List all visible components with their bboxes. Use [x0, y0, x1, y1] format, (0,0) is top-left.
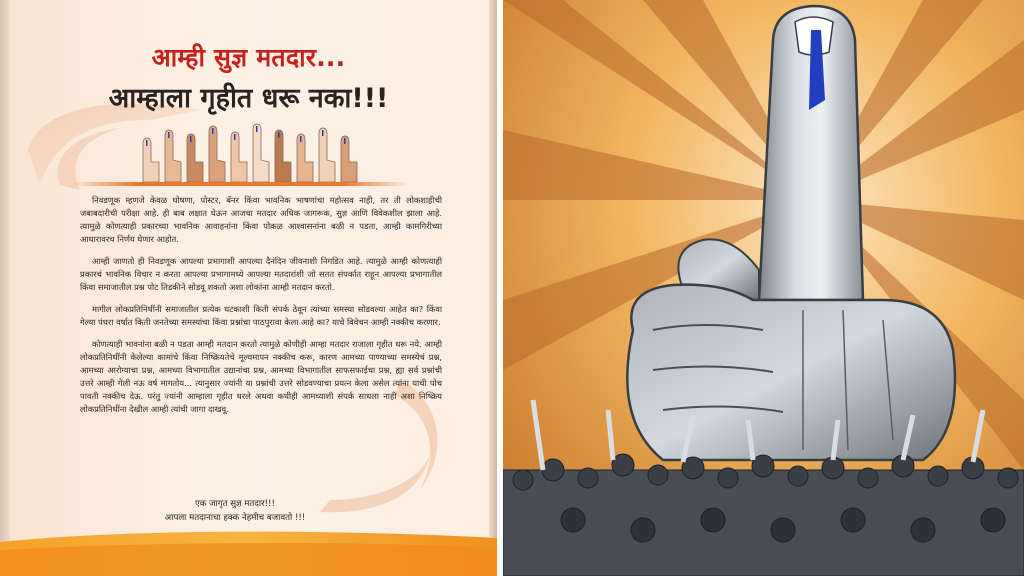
poster-body-text — [80, 194, 442, 425]
paragraph-2: आम्ही जाणतो ही निवडणूक आपल्या प्रभागाशी आपल्या दैनंदिन जीवनाशी निगडित आहे. त्यामुळे आम्ही कोणत्याही प्रकारचं भावनिक विचार न करता आपल्या प्रभागामध्ये आपल्या मतदारांशी जो सतत संपर्कात राहून आपल्या प्रभागातील किंवा समाजातील प्रश्न पोट तिडकीने सोडवू शकतो अशा लोकांना आम्ही मतदान करतो. — [80, 256, 442, 292]
inked-finger-crowd-illustration — [503, 0, 1024, 576]
voter-awareness-poster — [0, 0, 497, 576]
paragraph-3: मागील लोकप्रतिनिधींनी समाजातील प्रत्येक घटकाशी किती संपर्क ठेवून त्यांच्या समस्या सोडवल्या आहेत का? किंवा गेल्या पंधरा वर्षात किती जनतेच्या समस्यांचा किंवा प्रश्नांचा पाठपुरावा केला आहे का? याचे विवेचन आम्ही नक्कीच करणार. — [80, 304, 442, 327]
headline-line-2: आम्हाला गृहीत धरू नका!!! — [108, 83, 389, 114]
orange-divider-rule — [70, 182, 410, 186]
headline-line-1: आम्ही सुज्ञ मतदार... — [151, 43, 346, 72]
inked-index-fingers-icon — [135, 122, 365, 184]
closing-line-1: एक जागृत सुज्ञ मतदार!!! — [195, 499, 275, 509]
closing-line-2: आपला मतदानाचा हक्क नेहमीच बजावतो !!! — [164, 513, 306, 523]
footer-orange-wave — [0, 520, 497, 576]
paragraph-4: कोणत्याही भावनांना बळी न पडता आम्ही मतदान करतो त्यामुळे कोणीही आम्हा मतदार राजाला गृहीत धरू नये. आम्ही लोकप्रतिनिधींनी केलेल्या कामांचे किंवा निष्क्रियतेचे मूल्यमापन नक्कीच करू, कारण आमच्या पाण्याच्या समस्येचं प्रश्न, आमच्या आरोग्याचा प्रश्न, आमच्या विभागातील उद्यानांचा प्रश्न, आमच्या विभागातील साफसफाईचा प्रश्न, ह्या सर्व प्रश्नांची उत्तरे आम्ही गेली नऊ वर्ष मागतोय... त्यानुसार ज्यांनी या प्रश्नांची उत्तरे सोडवण्याचा प्रयत्न केला असेल त्यांना याची पोच पावती नक्कीच देऊ. परंतु ज्यांनी आम्हाला गृहीत धरले अथवा कधीही आमच्याशी संपर्क साधला नाही अशा निष्क्रिय लोकप्रतिनिधींना देखील आम्ही त्यांची जागा दाखवू. — [80, 339, 442, 414]
paragraph-1: निवडणूक म्हणजे केवळ घोषणा, पोस्टर, बॅनर किंवा भावनिक भाषणांचा महोत्सव नाही, तर ती लोकशाहीची जबाबदारीची परीक्षा आहे. ही बाब लक्षात घेऊन आजचा मतदार अधिक जागरूक, सुज्ञ आणि विवेकशील झाला आहे. त्यामुळे कोणत्याही प्रकारच्या भावनिक आवाहनांना किंवा पोकळ आश्वासनांना बळी न पडता, आम्ही कामगिरीच्या आधारावरच निर्णय घेणार आहोत. — [80, 195, 442, 244]
